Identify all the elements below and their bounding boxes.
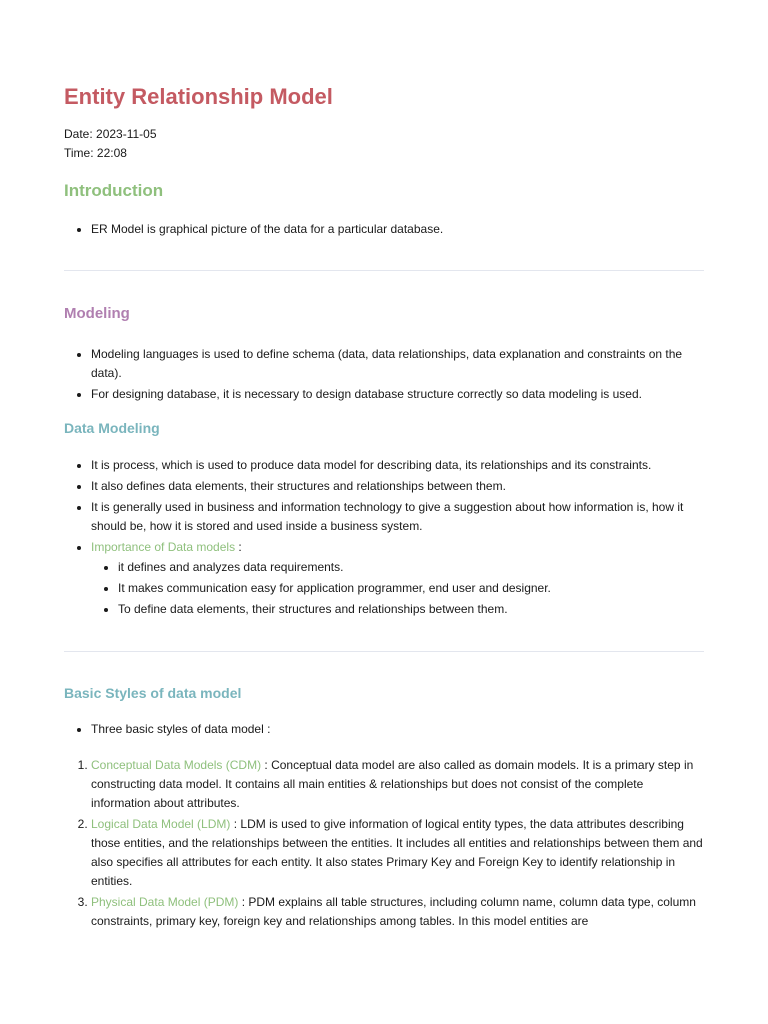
document-meta: [64, 125, 704, 163]
list-item: • It is process, which is used to produce data model for describing data, its relationships and its constraints.: [91, 456, 704, 475]
sublist-item: • To define data elements, their structures and relationships between them.: [118, 600, 704, 619]
numbered-item: [91, 893, 704, 931]
importance-term: Importance of Data models: [91, 540, 236, 554]
list-item: • Modeling languages is used to define schema (data, data relationships, data explanation and constraints on the data).: [91, 345, 704, 383]
basic-styles-intro-list: [64, 720, 704, 739]
numbered-item: [91, 815, 704, 891]
ldm-term: Logical Data Model (LDM): [91, 817, 231, 831]
introduction-list: [64, 220, 704, 239]
list-item: • ER Model is graphical picture of the data for a particular database.: [91, 220, 704, 239]
list-item: • Three basic styles of data model :: [91, 720, 704, 739]
data-modeling-heading: Data Modeling: [64, 420, 160, 436]
pdm-text: : PDM explains all table structures, including column name, column data type, column constraints, primary key, foreign key and relationships among tables. In this model entities are: [91, 895, 696, 928]
cdm-text: : Conceptual data model are also called as domain models. It is a primary step in constructing data model. It contains all main entities & relationships but does not consist of the complete information about attributes.: [91, 758, 694, 810]
list-item: • It also defines data elements, their structures and relationships between them.: [91, 477, 704, 496]
page-title: Entity Relationship Model: [64, 84, 333, 109]
section-divider: [64, 270, 704, 271]
list-item-importance: [91, 538, 704, 619]
cdm-term: Conceptual Data Models (CDM): [91, 758, 262, 772]
data-modeling-list: [64, 456, 704, 619]
importance-suffix: :: [235, 540, 242, 554]
list-item: • It is generally used in business and information technology to give a suggestion about how information is, how it should be, how it is stored and used inside a business system.: [91, 498, 704, 536]
sublist-item: • it defines and analyzes data requirements.: [118, 558, 704, 577]
basic-styles-heading: Basic Styles of data model: [64, 685, 242, 701]
time-line: Time: 22:08: [64, 146, 127, 160]
list-item: • For designing database, it is necessary to design database structure correctly so data modeling is used.: [91, 385, 704, 404]
modeling-heading: Modeling: [64, 305, 130, 322]
modeling-list: [64, 345, 704, 404]
basic-styles-list: [64, 756, 704, 931]
introduction-heading: Introduction: [64, 181, 164, 200]
ldm-text: : LDM is used to give information of logical entity types, the data attributes describing those entities, and the relationships between the entities. It includes all entities and relationships between them and also specifies all attributes for each entity. It also states Primary Key and Foreign Key to identify relationship in entities.: [91, 817, 703, 888]
pdm-term: Physical Data Model (PDM): [91, 895, 239, 909]
section-divider: [64, 651, 704, 652]
numbered-item: [91, 756, 704, 813]
sublist-item: • It makes communication easy for application programmer, end user and designer.: [118, 579, 704, 598]
date-line: Date: 2023-11-05: [64, 127, 157, 141]
importance-sublist: [91, 558, 704, 619]
